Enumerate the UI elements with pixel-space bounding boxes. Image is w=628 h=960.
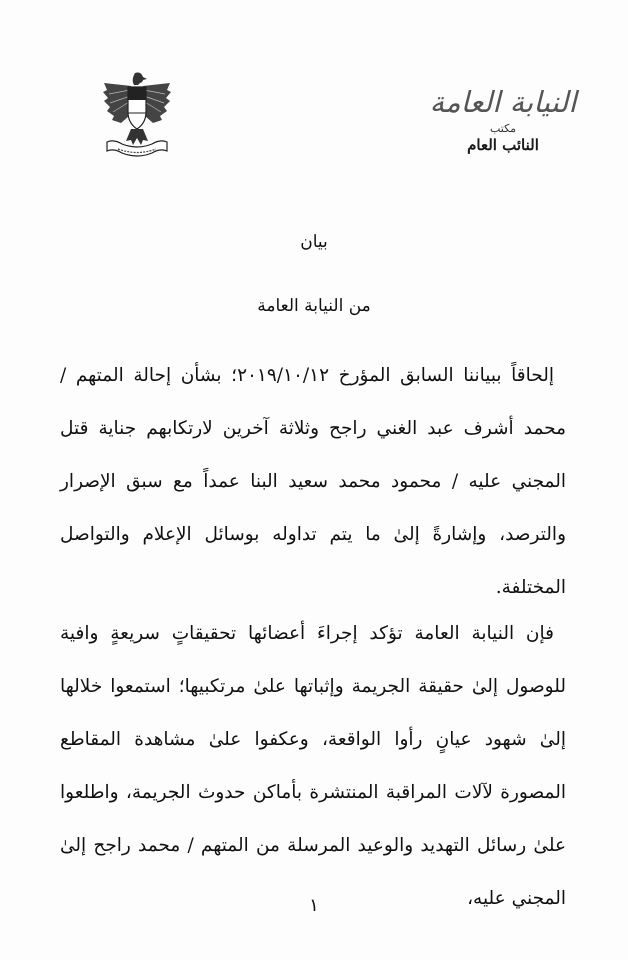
- document-title: بيان: [300, 232, 328, 252]
- page-number: ١: [309, 895, 319, 916]
- letterhead: [428, 84, 578, 154]
- paragraph-text: فإن النيابة العامة تؤكد إجراءَ أعضائها تحقيقاتٍ سريعةٍ وافية للوصول إلىٰ حقيقة الجريمة وإثباتها علىٰ مرتكبيها؛ استمعوا خلالها إلىٰ شهود عيانٍ رأوا الواقعة، وعكفوا علىٰ مشاهدة المقاطع المصورة لآلات المراقبة المنتشرة بأماكن حدوث الجريمة، واطلعوا علىٰ رسائل التهديد والوعيد المرسلة من المتهم / محمد راجح إلىٰ المجني عليه،: [60, 623, 566, 909]
- paragraph-1: [60, 349, 566, 614]
- office-holder: النائب العام: [467, 136, 539, 154]
- paragraph-2: [60, 607, 566, 925]
- office-label: مكتب: [489, 122, 517, 135]
- document-subtitle: من النيابة العامة: [257, 296, 371, 316]
- org-name: النيابة العامة: [429, 85, 577, 119]
- egypt-coat-of-arms-icon: [100, 70, 174, 168]
- paragraph-text: إلحاقاً ببياننا السابق المؤرخ ٢٠١٩/١٠/١٢؛ بشأن إحالة المتهم / محمد أشرف عبد الغني راجح وثلاثة آخرين لارتكابهم جناية قتل المجني عليه / محمود محمد سعيد البنا عمداً مع سبق الإصرار والترصد، وإشارةً إلىٰ ما يتم تداوله بوسائل الإعلام والتواصل المختلفة.: [60, 365, 566, 598]
